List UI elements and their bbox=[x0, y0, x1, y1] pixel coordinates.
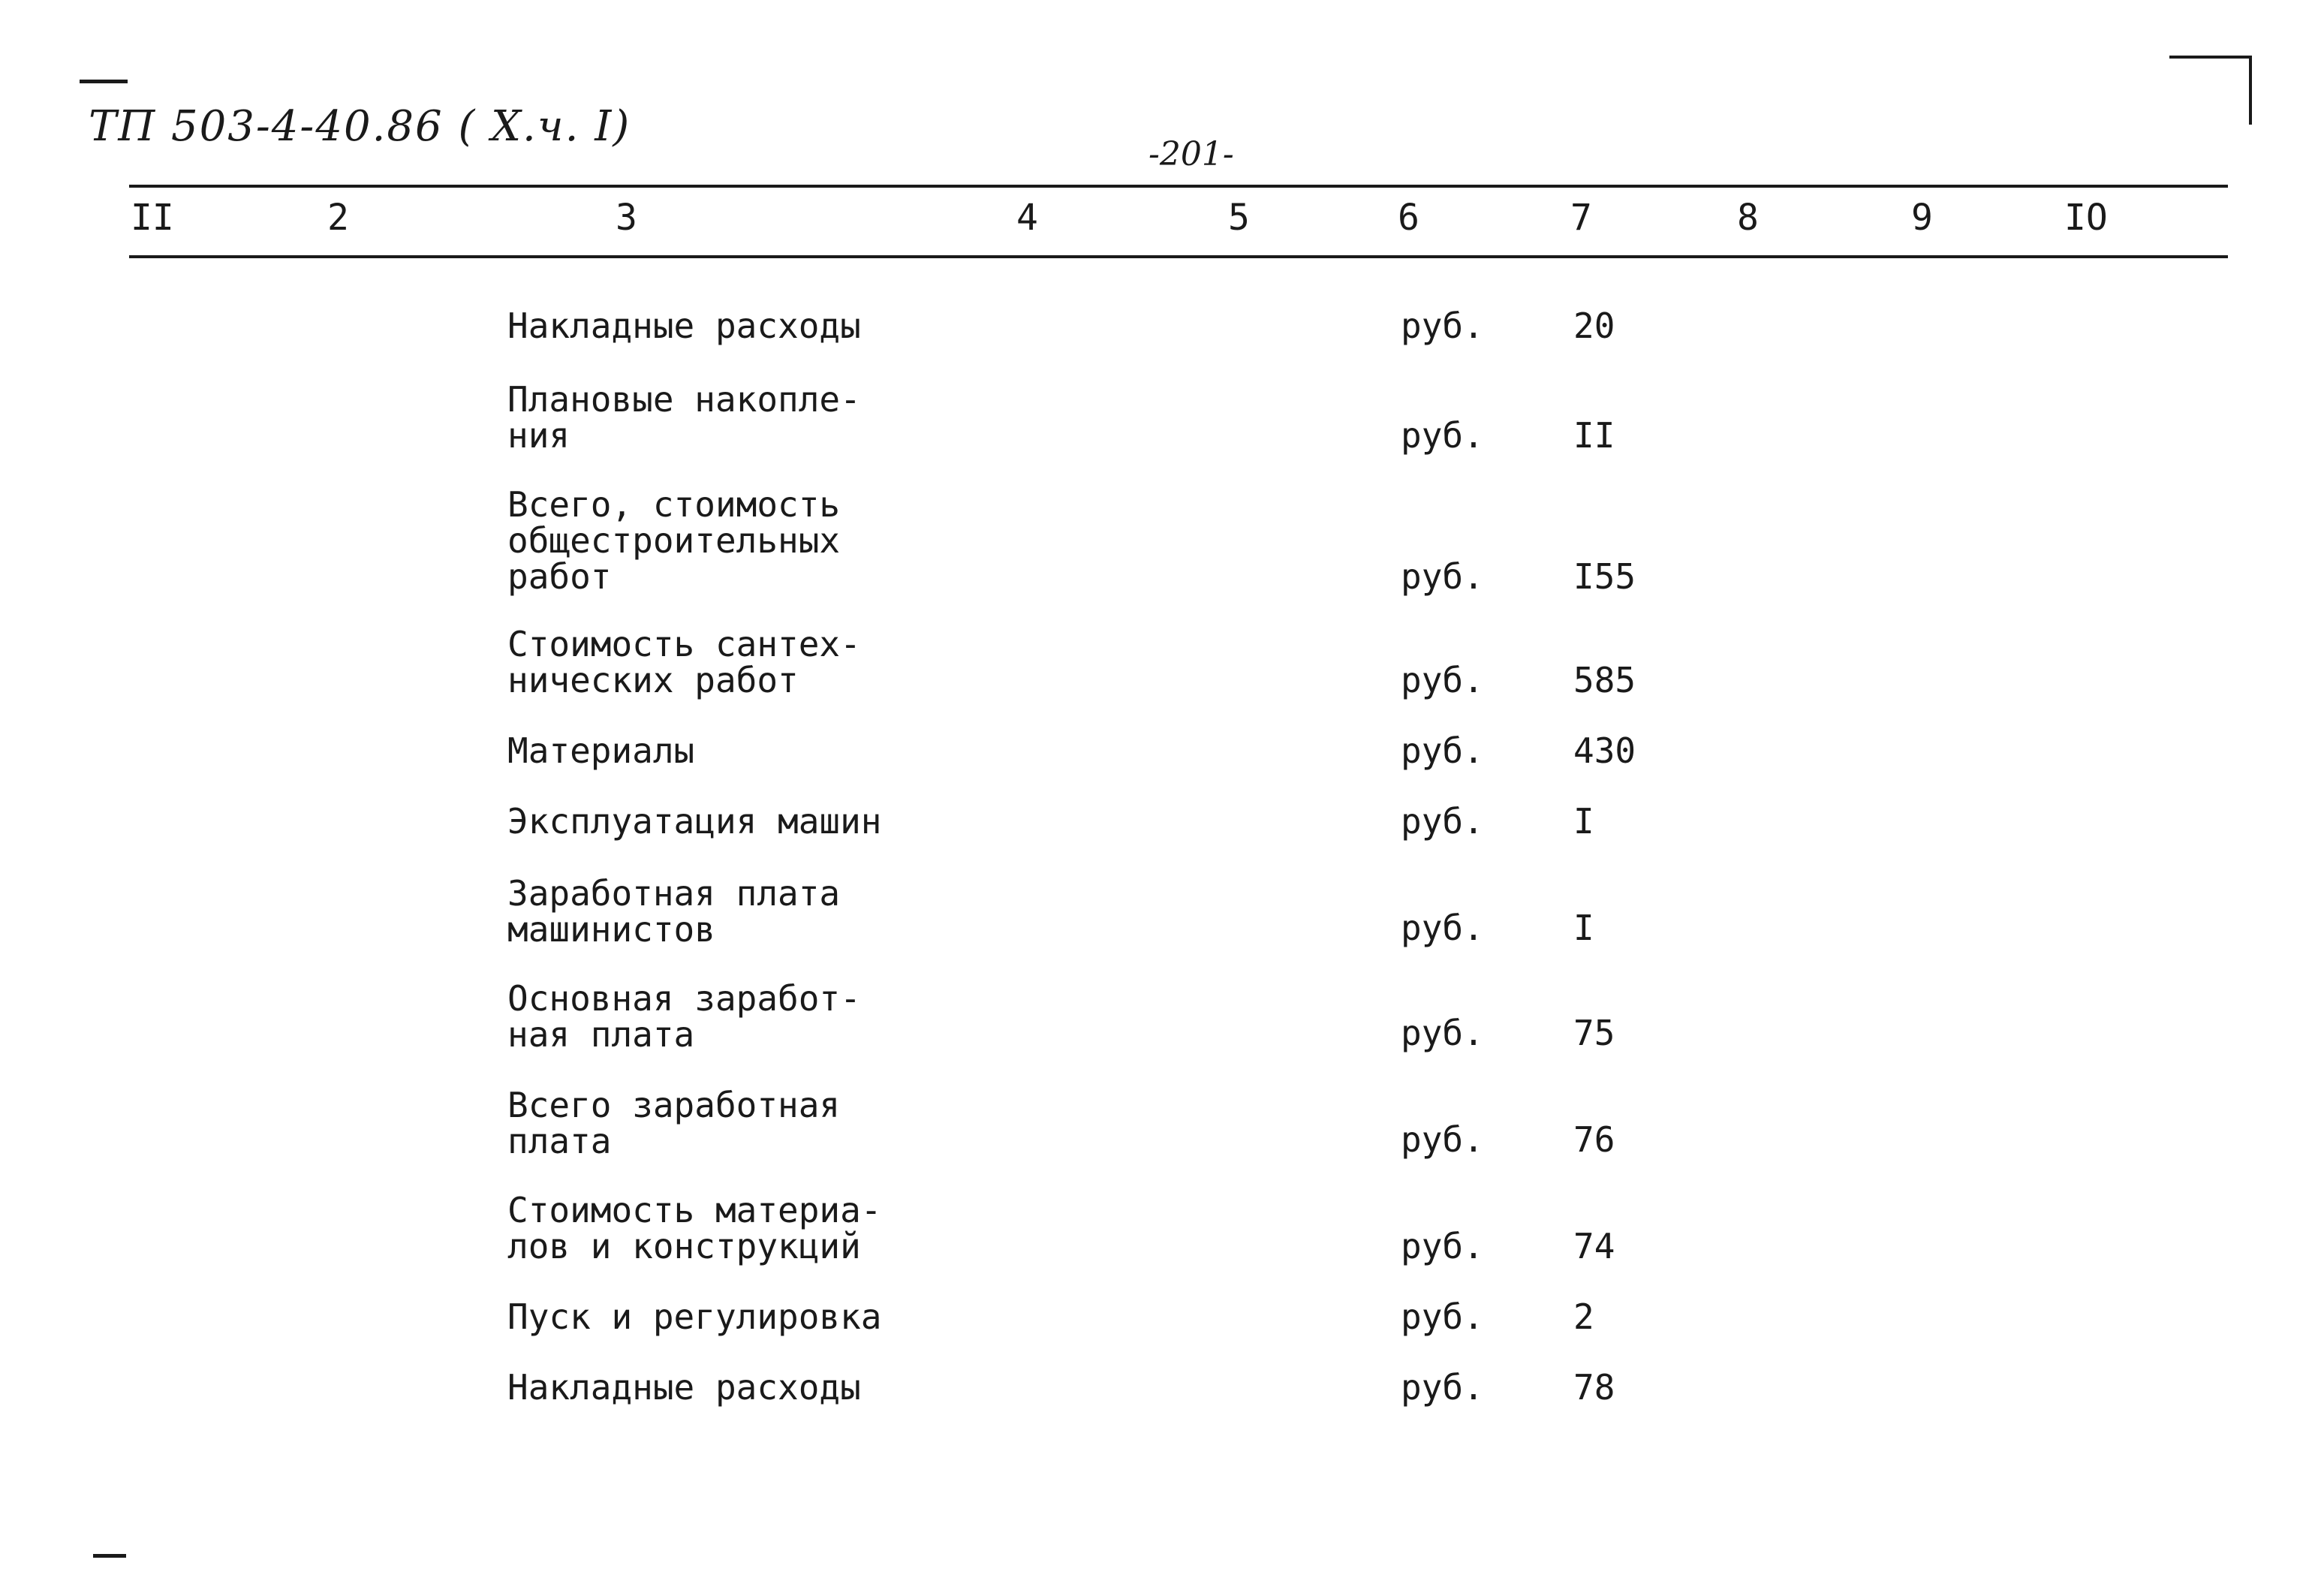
row-unit: руб. bbox=[1401, 1119, 1484, 1160]
column-header-10: IO bbox=[2064, 197, 2108, 239]
row-label: Материалы bbox=[507, 730, 695, 771]
row-label: Накладные расходы bbox=[507, 306, 861, 346]
row-label: Всего, стоимость общестроительных работ bbox=[507, 484, 841, 597]
row-label: Стоимость материа- лов и конструкций bbox=[507, 1190, 882, 1266]
row-label: Эксплуатация машин bbox=[507, 801, 882, 842]
row-label: Накладные расходы bbox=[507, 1367, 861, 1408]
column-header-4: 4 bbox=[1016, 197, 1038, 239]
row-value: I55 bbox=[1573, 556, 1636, 597]
row-label: Пуск и регулировка bbox=[507, 1296, 882, 1337]
top-right-corner-mark-v bbox=[2249, 56, 2252, 125]
row-value: I bbox=[1573, 908, 1594, 948]
table-top-rule bbox=[129, 185, 2228, 188]
row-label: Всего заработная плата bbox=[507, 1085, 841, 1161]
row-value: 75 bbox=[1573, 1013, 1615, 1053]
column-header-3: 3 bbox=[616, 197, 637, 239]
column-header-9: 9 bbox=[1911, 197, 1933, 239]
row-unit: руб. bbox=[1401, 1367, 1484, 1408]
column-header-2: 2 bbox=[327, 197, 349, 239]
row-label: Заработная плата машинистов bbox=[507, 873, 841, 950]
bottom-left-mark bbox=[93, 1554, 126, 1558]
row-unit: руб. bbox=[1401, 415, 1484, 456]
row-value: I bbox=[1573, 801, 1594, 842]
row-unit: руб. bbox=[1401, 1226, 1484, 1266]
row-unit: руб. bbox=[1401, 660, 1484, 700]
row-unit: руб. bbox=[1401, 908, 1484, 948]
row-label: Основная заработ- ная плата bbox=[507, 978, 861, 1055]
row-value: 430 bbox=[1573, 730, 1636, 771]
row-label: Плановые накопле- ния bbox=[507, 379, 861, 456]
top-right-corner-mark-h bbox=[2169, 56, 2252, 59]
row-unit: руб. bbox=[1401, 306, 1484, 346]
row-unit: руб. bbox=[1401, 1296, 1484, 1337]
row-value: II bbox=[1573, 415, 1615, 456]
row-value: 585 bbox=[1573, 660, 1636, 700]
row-unit: руб. bbox=[1401, 556, 1484, 597]
row-value: 20 bbox=[1573, 306, 1615, 346]
row-unit: руб. bbox=[1401, 1013, 1484, 1053]
top-left-mark bbox=[80, 80, 128, 83]
column-header-5: 5 bbox=[1228, 197, 1250, 239]
column-header-7: 7 bbox=[1570, 197, 1592, 239]
row-value: 2 bbox=[1573, 1296, 1594, 1337]
row-unit: руб. bbox=[1401, 801, 1484, 842]
table-header-rule bbox=[129, 255, 2228, 258]
column-header-6: 6 bbox=[1398, 197, 1419, 239]
document-code: ТП 503-4-40.86 ( X.ч. I) bbox=[89, 102, 631, 151]
column-header-8: 8 bbox=[1737, 197, 1759, 239]
column-header-1: II bbox=[131, 197, 174, 239]
row-value: 76 bbox=[1573, 1119, 1615, 1160]
row-label: Стоимость сантех- нических работ bbox=[507, 624, 861, 700]
page-number: -201- bbox=[1148, 135, 1234, 173]
row-value: 78 bbox=[1573, 1367, 1615, 1408]
row-value: 74 bbox=[1573, 1226, 1615, 1266]
row-unit: руб. bbox=[1401, 730, 1484, 771]
